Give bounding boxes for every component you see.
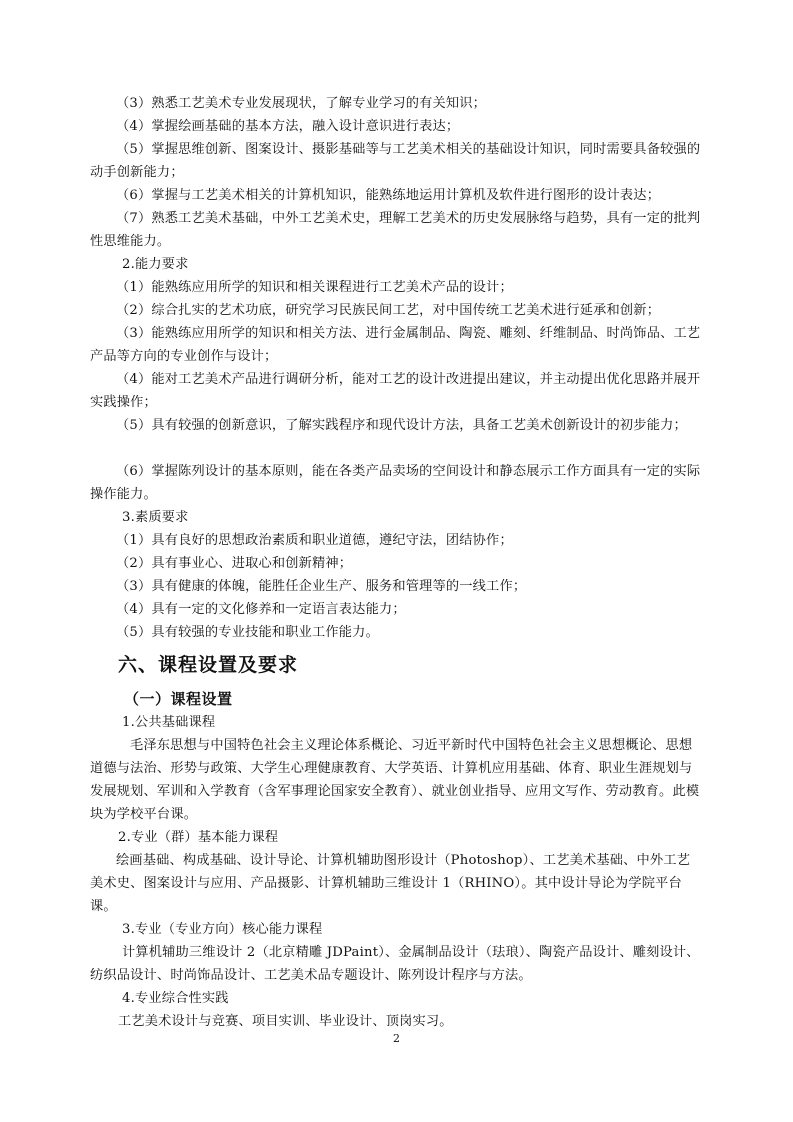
ability-item-3: （3）能熟练应用所学的知识和相关方法、进行金属制品、陶瓷、雕刻、纤维制品、时尚饰品、工艺产品等方向的专业创作与设计； [90, 326, 701, 364]
course-group-4-title: 4.专业综合性实践 [122, 991, 229, 1006]
quality-heading: 3.素质要求 [122, 510, 189, 525]
course-group-3-body: 计算机辅助三维设计 2（北京精雕 JDPaint）、金属制品设计（珐琅）、陶瓷产品设计、雕刻设计、纺织品设计、时尚饰品设计、工艺美术品专题设计、陈列设计程序与方法。 [90, 945, 700, 983]
ability-item-4: （4）能对工艺美术产品进行调研分析，能对工艺的设计改进提出建议，并主动提出优化思路并展开实践操作； [90, 372, 701, 410]
ability-item-6: （6）掌握陈列设计的基本原则，能在各类产品卖场的空间设计和静态展示工作方面具有一定的实际操作能力。 [90, 464, 701, 502]
course-group-1-title: 1.公共基础课程 [122, 715, 216, 730]
knowledge-item-5: （5）掌握思维创新、图案设计、摄影基础等与工艺美术相关的基础设计知识，同时需要具备较强的动手创新能力； [90, 142, 701, 180]
course-group-1-body: 毛泽东思想与中国特色社会主义理论体系概论、习近平新时代中国特色社会主义思想概论、思想道德与法治、形势与政策、大学生心理健康教育、大学英语、计算机应用基础、体育、职业生涯规划与发展规划、军训和入学教育（含军事理论国家安全教育）、就业创业指导、应用文写作、劳动教育。此模块为学校平台课。 [90, 738, 700, 822]
knowledge-item-7: （7）熟悉工艺美术基础，中外工艺美术史，理解工艺美术的历史发展脉络与趋势，具有一定的批判性思维能力。 [90, 211, 701, 249]
ability-item-1: （1）能熟练应用所学的知识和相关课程进行工艺美术产品的设计； [116, 280, 513, 295]
section-heading: 六、课程设置及要求 [118, 654, 299, 676]
quality-item-1: （1）具有良好的思想政治素质和职业道德，遵纪守法，团结协作； [116, 533, 513, 548]
course-group-3-title: 3.专业（专业方向）核心能力课程 [122, 922, 323, 937]
course-group-2-body: 绘画基础、构成基础、设计导论、计算机辅助图形设计（Photoshop）、工艺美术基础、中外工艺美术史、图案设计与应用、产品摄影、计算机辅助三维设计 1（RHINO）。其中设计导论为学院平台课。 [90, 853, 691, 914]
knowledge-item-3: （3）熟悉工艺美术专业发展现状，了解专业学习的有关知识； [116, 96, 487, 111]
quality-item-5: （5）具有较强的专业技能和职业工作能力。 [116, 625, 379, 640]
ability-item-5: （5）具有较强的创新意识，了解实践程序和现代设计方法，具备工艺美术创新设计的初步能力； [116, 418, 687, 433]
quality-item-2: （2）具有事业心、进取心和创新精神； [116, 556, 353, 571]
ability-heading: 2.能力要求 [122, 257, 189, 272]
subsection-heading: （一）课程设置 [124, 690, 233, 708]
ability-item-2: （2）综合扎实的艺术功底，研究学习民族民间工艺，对中国传统工艺美术进行延承和创新； [116, 303, 661, 318]
page-number: 2 [393, 1032, 400, 1045]
quality-item-4: （4）具有一定的文化修养和一定语言表达能力； [116, 602, 406, 617]
knowledge-item-6: （6）掌握与工艺美术相关的计算机知识，能熟练地运用计算机及软件进行图形的设计表达； [116, 188, 661, 203]
knowledge-item-4: （4）掌握绘画基础的基本方法，融入设计意识进行表达； [116, 119, 460, 134]
course-group-2-title: 2.专业（群）基本能力课程 [118, 830, 279, 845]
course-group-4-body: 工艺美术设计与竞赛、项目实训、毕业设计、顶岗实习。 [118, 1014, 453, 1029]
quality-item-3: （3）具有健康的体魄，能胜任企业生产、服务和管理等的一线工作； [116, 579, 527, 594]
